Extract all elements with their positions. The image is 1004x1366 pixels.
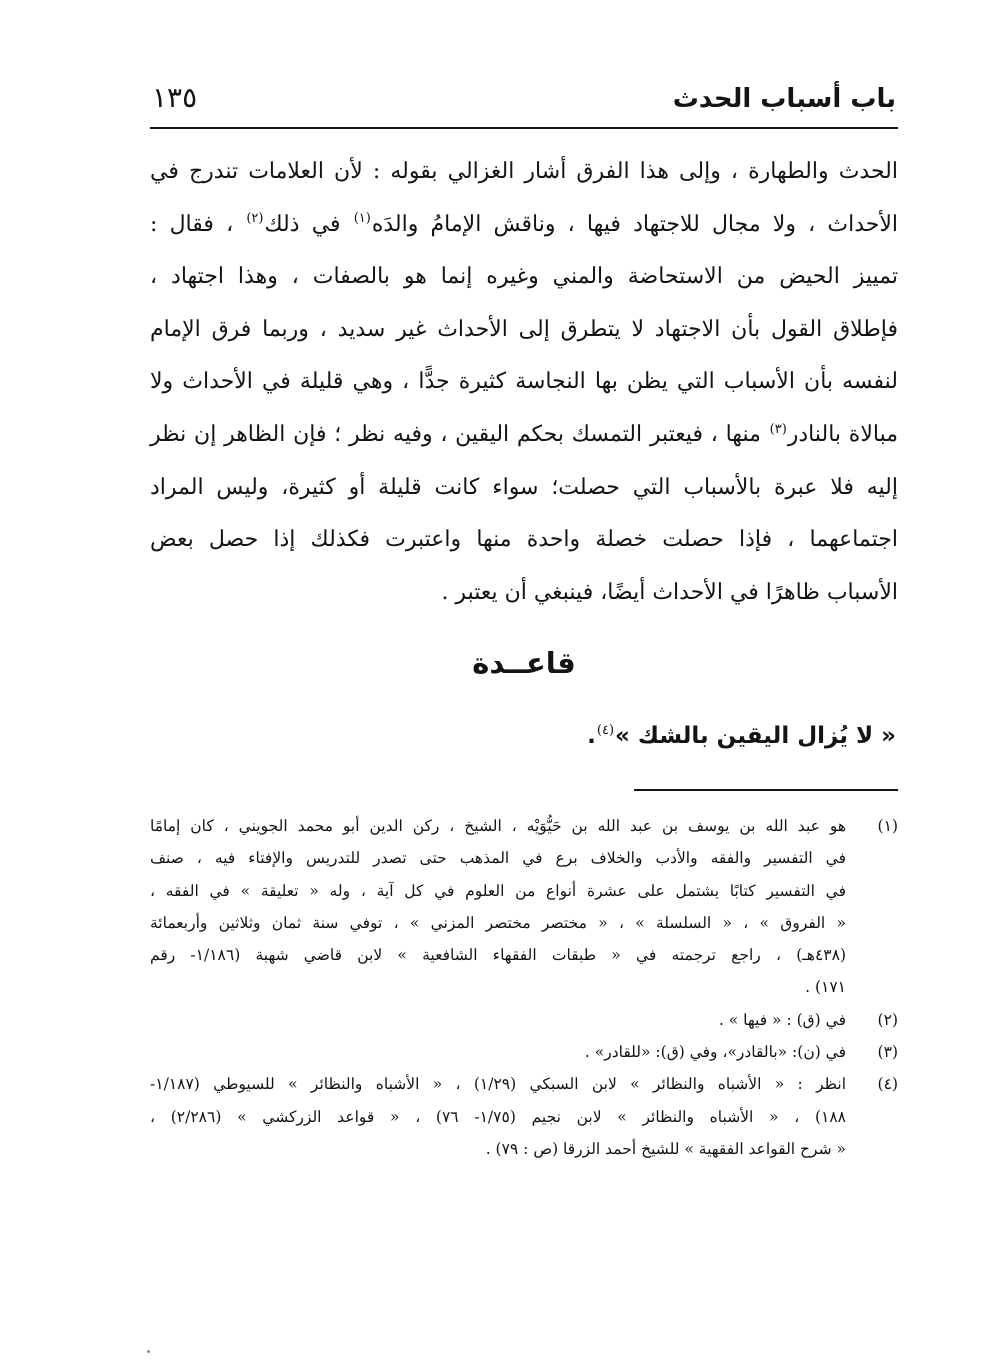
chapter-title: باب أسباب الحدث (672, 84, 896, 114)
body-line: فإطلاق القول بأن الاجتهاد لا يتطرق إلى الأحداث غير سديد ، وربما فرق الإمام (150, 316, 898, 342)
body-line: إليه فلا عبرة بالأسباب التي حصلت؛ سواء كانت قليلة أو كثيرة، وليس المراد (150, 474, 898, 500)
section-heading: قاعــدة (472, 646, 576, 680)
scan-speck (147, 1350, 150, 1353)
footnote-line: ١٨٨) ، « الأشباه والنظائر » لابن نجيم (١/٧٥- ٧٦) ، « قواعد الزركشي » (٢/٢٨٦) ، (150, 1107, 847, 1126)
footnote (150, 810, 898, 1004)
body-line: تمييز الحيض من الاستحاضة والمني وغيره إنما هو بالصفات ، وهذا اجتهاد ، (150, 264, 898, 290)
maxim (587, 714, 896, 758)
footnote-number: (٢) (877, 1010, 898, 1029)
footnote-number: (٣) (877, 1043, 898, 1062)
body-line: الحدث والطهارة ، وإلى هذا الفرق أشار الغزالي بقوله : لأن العلامات تندرج في (150, 159, 898, 184)
footnote-line: في التفسير والفقه والأدب والخلاف برع في المذهب حتى تصدر للتدريس والإفتاء فيه ، صنف (150, 849, 846, 868)
book-page (150, 0, 898, 1366)
main-text (150, 148, 898, 621)
footnote (150, 1004, 898, 1036)
footnote-line: « شرح القواعد الفقهية » للشيخ أحمد الزرقا (ص : ٧٩) . (485, 1139, 846, 1158)
footnote-divider (634, 789, 898, 791)
maxim-text: « لا يُزال اليقين بالشك » (615, 723, 896, 749)
footnote-line: في التفسير كتابًا يشتمل على عشرة أنواع من العلوم في كل آية ، وله « تعليقة » في الفقه ، (150, 881, 846, 900)
header-divider (150, 127, 898, 129)
footnote-ref: (٤) (596, 723, 615, 739)
footnote (150, 1068, 898, 1165)
footnotes (150, 810, 898, 1165)
footnote-line: هو عبد الله بن يوسف بن عبد الله بن حَيُّوَيْه ، الشيخ ، ركن الدين أبو محمد الجويني ، كان إمامًا (150, 817, 846, 835)
footnote-line: في (ق) : « فيها » . (718, 1010, 846, 1029)
maxim-end: . (587, 723, 596, 749)
footnote-line: (٤٣٨هـ) ، راجع ترجمته في « طبقات الفقهاء الشافعية » لابن قاضي شهبة (١/١٨٦- رقم (150, 946, 847, 965)
footnote-line: ١٧١) . (805, 978, 846, 997)
body-line (150, 201, 898, 254)
body-line: لنفسه بأن الأسباب التي يظن بها النجاسة كثيرة جدًّا ، وهي قليلة في الأحداث ولا (150, 369, 898, 395)
body-text: منها ، فيعتبر التمسك بحكم اليقين ، وفيه نظر ؛ فإن الظاهر إن نظر (150, 421, 769, 447)
running-head (150, 80, 898, 124)
footnote-ref: (١) (353, 211, 371, 227)
footnote-number: (٤) (877, 1075, 898, 1094)
page-number: ١٣٥ (152, 81, 198, 114)
body-text: في ذلك (264, 211, 353, 237)
footnote (150, 1036, 898, 1068)
footnote-ref: (٢) (246, 211, 264, 227)
body-line (150, 411, 898, 464)
footnote-line: « الفروق » ، « السلسلة » ، « مختصر مختصر المزني » ، توفي سنة ثمان وثلاثين وأربعمائة (150, 913, 846, 932)
footnote-line: في (ن): «بالقادر»، وفي (ق): «للقادر» . (584, 1043, 846, 1062)
body-text: الأحداث ، ولا مجال للاجتهاد فيها ، وناقش الإمامُ والدَه (371, 211, 899, 237)
body-text: مبالاة بالنادر (787, 421, 898, 447)
footnote-ref: (٣) (769, 421, 787, 437)
body-line: الأسباب ظاهرًا في الأحداث أيضًا، فينبغي أن يعتبر . (441, 579, 898, 605)
body-line: اجتماعهما ، فإذا حصلت خصلة واحدة منها واعتبرت فكذلك إذا حصل بعض (150, 527, 898, 553)
footnote-number: (١) (877, 817, 898, 835)
footnote-line: انظر : « الأشباه والنظائر » لابن السبكي (١/٢٩) ، « الأشباه والنظائر » للسيوطي (١/١٨٧- (150, 1075, 846, 1094)
body-text: ، فقال : (150, 211, 246, 237)
